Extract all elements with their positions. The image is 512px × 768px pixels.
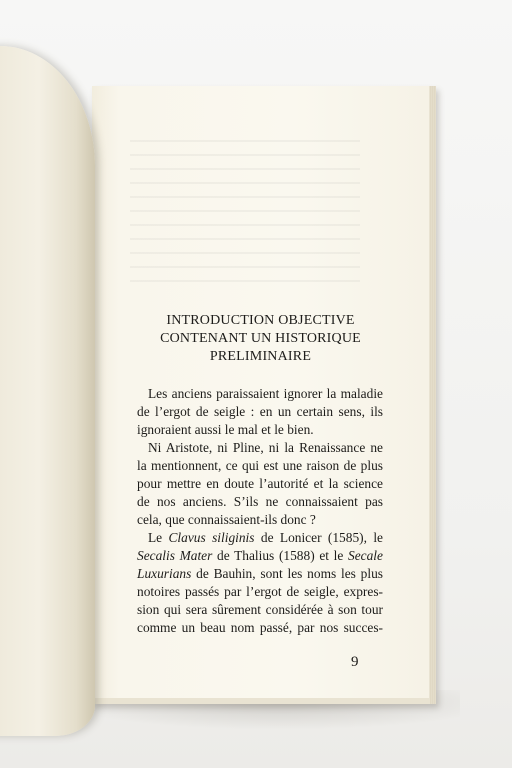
chapter-heading-line-1: INTRODUCTION OBJECTIVE (166, 313, 355, 328)
latin-term: Secalis Mater (137, 548, 213, 563)
show-through-text (130, 140, 360, 290)
body-line: pour mettre en doute l’autorité et la science (137, 476, 383, 491)
body-line: cela, que connaissaient-ils donc ? (137, 512, 316, 527)
chapter-heading-line-2: CONTENANT UN HISTORIQUE (160, 331, 361, 346)
body-text: de Lonicer (1585), le (254, 530, 383, 545)
chapter-heading-line-3: PRELIMINAIRE (209, 349, 312, 364)
body-line: notoires passés par l’ergot de seigle, expres- (137, 584, 383, 599)
body-line: ignoraient aussi le mal et le bien. (137, 422, 314, 437)
latin-term: Luxurians (137, 566, 192, 581)
body-line: Ni Aristote, ni Pline, ni la Renaissance ne (148, 440, 383, 455)
body-line (137, 548, 383, 564)
page-number: 9 (351, 654, 359, 670)
body-text: de Bauhin, sont les noms les plus (191, 566, 383, 581)
body-text: de Thalius (1588) et le (212, 548, 349, 563)
latin-term: Secale (348, 548, 383, 563)
latin-term: Clavus siliginis (168, 530, 255, 545)
left-page-curl (0, 46, 95, 736)
body-line: Les anciens paraissaient ignorer la maladie (148, 386, 383, 401)
body-line: de l’ergot de seigle : en un certain sens, ils (137, 404, 383, 419)
body-line: sion qui sera sûrement considérée à son tour (137, 602, 383, 617)
body-line: comme un beau nom passé, par nos succes- (137, 620, 383, 635)
body-line (137, 566, 383, 582)
body-line: la mentionnent, ce qui est une raison de plus (137, 458, 383, 473)
page-edges (430, 86, 436, 704)
body-line: de nos anciens. S’ils ne connaissaient pas (137, 494, 383, 509)
body-line (148, 530, 383, 546)
body-text: Le (148, 530, 169, 545)
